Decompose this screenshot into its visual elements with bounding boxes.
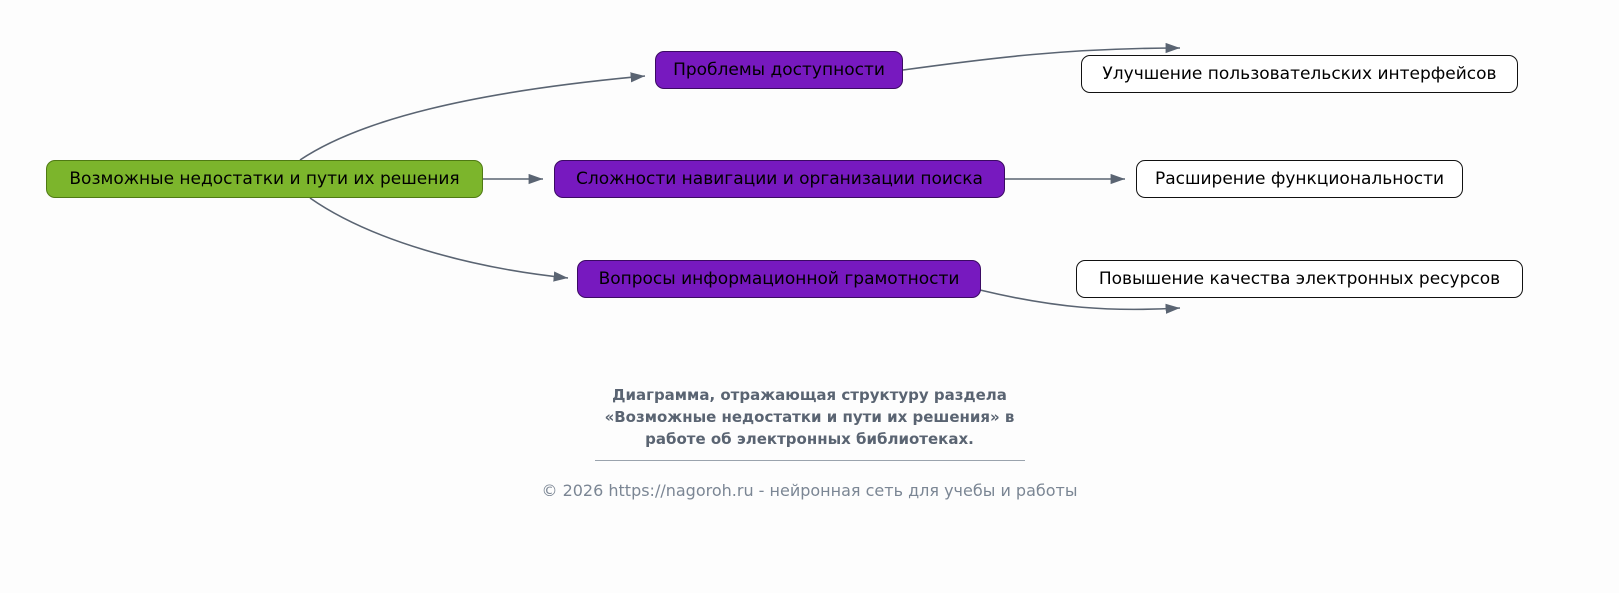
footer-credit: © 2026 https://nagoroh.ru - нейронная сеть для учебы и работы: [541, 481, 1078, 500]
node-accessibility[interactable]: [655, 51, 903, 89]
caption-line-2: «Возможные недостатки и пути их решения» в: [604, 407, 1015, 426]
node-functionality-label: Расширение функциональности: [1154, 168, 1445, 189]
caption-line-3: работе об электронных библиотеках.: [645, 429, 974, 448]
node-literacy[interactable]: [577, 260, 981, 298]
node-accessibility-label: Проблемы доступности: [673, 59, 885, 80]
node-interfaces-label: Улучшение пользовательских интерфейсов: [1102, 63, 1497, 84]
node-root[interactable]: [46, 160, 483, 198]
edge-root-to-accessibility: [300, 76, 645, 160]
node-quality[interactable]: [1076, 260, 1523, 298]
node-functionality[interactable]: [1136, 160, 1463, 198]
node-quality-label: Повышение качества электронных ресурсов: [1098, 268, 1501, 289]
node-navigation[interactable]: [554, 160, 1005, 198]
node-literacy-label: Вопросы информационной грамотности: [598, 268, 960, 289]
edge-root-to-literacy: [310, 198, 568, 278]
caption-line-1: Диаграмма, отражающая структуру раздела: [612, 386, 1007, 404]
node-root-label: Возможные недостатки и пути их решения: [69, 168, 460, 189]
node-interfaces[interactable]: [1081, 55, 1518, 93]
caption-divider: [595, 460, 1025, 461]
node-navigation-label: Сложности навигации и организации поиска: [576, 168, 983, 189]
diagram-caption: [0, 385, 1619, 461]
